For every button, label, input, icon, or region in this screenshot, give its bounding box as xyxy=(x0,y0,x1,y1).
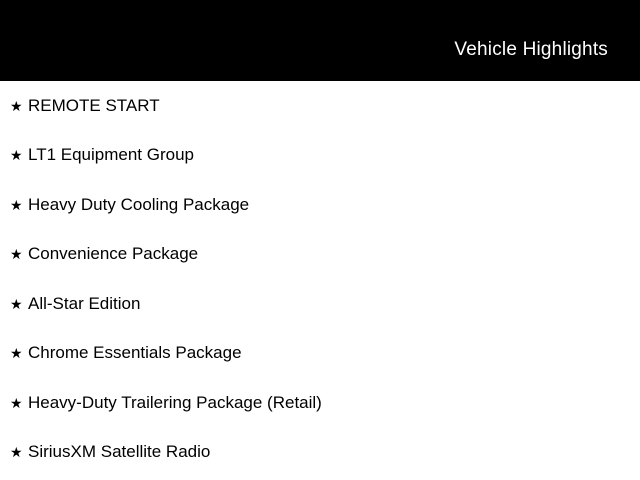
list-item xyxy=(0,329,640,379)
list-item xyxy=(0,131,640,181)
list-item-label: Convenience Package xyxy=(28,244,199,264)
list-item-label: Heavy Duty Cooling Package xyxy=(28,194,250,214)
list-item xyxy=(0,230,640,280)
list-item xyxy=(0,279,640,329)
star-icon: ★ xyxy=(10,295,23,312)
list-item-label: REMOTE START xyxy=(28,95,160,115)
header-bar xyxy=(0,0,640,81)
list-item-label: Heavy-Duty Trailering Package (Retail) xyxy=(28,392,322,412)
list-item xyxy=(0,81,640,131)
list-item xyxy=(0,378,640,428)
list-item-label: Chrome Essentials Package xyxy=(28,343,242,363)
star-icon: ★ xyxy=(10,97,23,114)
star-icon: ★ xyxy=(10,196,23,213)
list-item-label: SiriusXM Satellite Radio xyxy=(28,442,211,462)
star-icon: ★ xyxy=(10,345,23,362)
star-icon: ★ xyxy=(10,394,23,411)
highlights-list xyxy=(0,81,640,477)
list-item xyxy=(0,428,640,478)
star-icon: ★ xyxy=(10,444,23,461)
list-item-label: All-Star Edition xyxy=(28,293,141,313)
page-title: Vehicle Highlights xyxy=(454,39,608,60)
star-icon: ★ xyxy=(10,246,23,263)
star-icon: ★ xyxy=(10,147,23,164)
list-item-label: LT1 Equipment Group xyxy=(28,145,194,165)
list-item xyxy=(0,180,640,230)
